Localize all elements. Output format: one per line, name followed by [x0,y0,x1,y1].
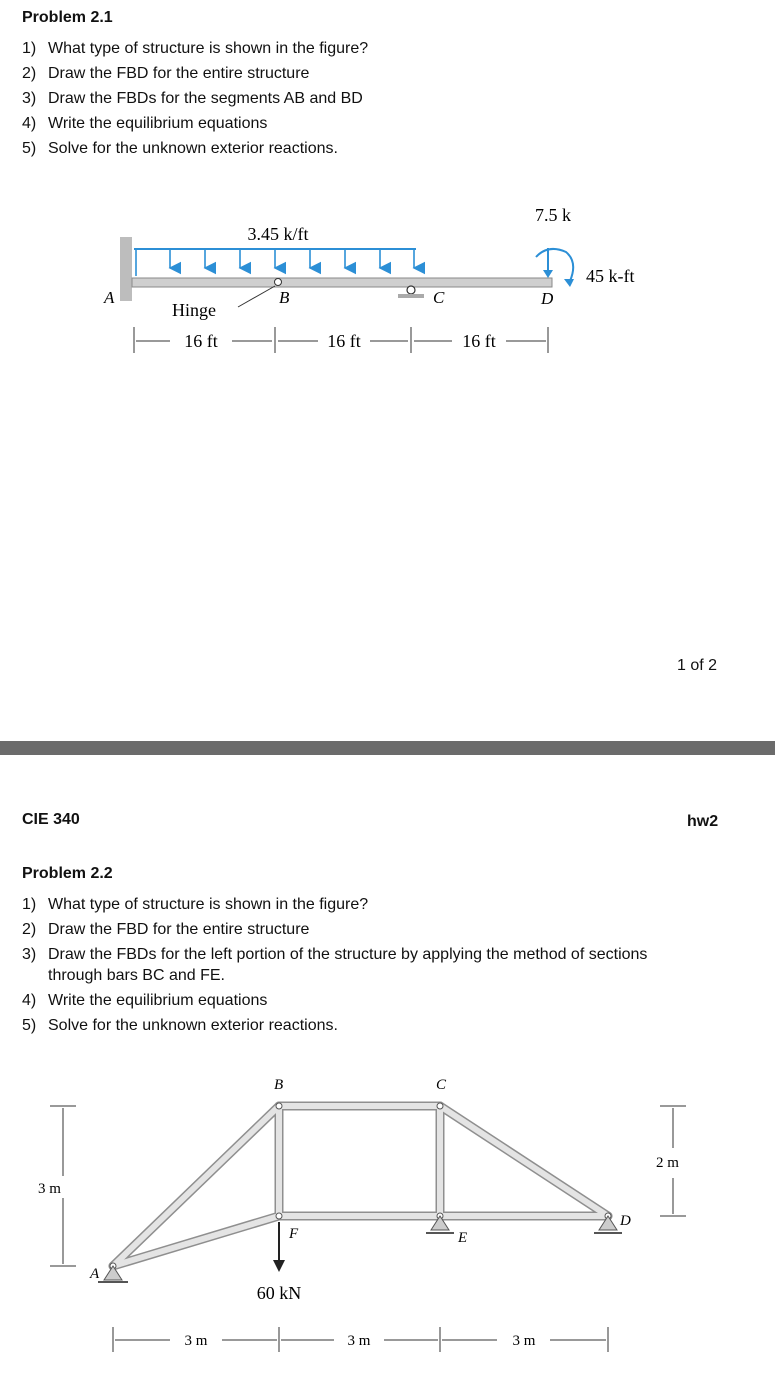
question-list [22,892,762,1038]
label-a: A [104,288,115,307]
course-code: CIE 340 [22,811,80,828]
moment-arrowhead [564,279,574,287]
problem-title: Problem 2.1 [22,9,113,26]
label-b: B [274,1077,284,1093]
question-item: 1) What type of structure is shown in the figure? [22,40,369,57]
question-item: 2) Draw the FBD for the entire structure [22,921,310,938]
question-item: 5) Solve for the unknown exterior reactions. [22,1017,338,1034]
question-list [22,36,368,161]
dimension-label: 3 m [184,1333,208,1349]
moment-arc [536,249,573,281]
roller-c-base [398,294,424,298]
beam [132,278,552,287]
truss-figure [0,1060,775,1390]
moment-label: 45 k-ft [586,266,635,286]
question-item: 4) Write the equilibrium equations [22,115,268,132]
problem-title: Problem 2.2 [22,865,113,882]
dimension-label: 16 ft [327,331,361,351]
load-label: 60 kN [256,1283,302,1303]
load-arrowhead [273,1260,285,1272]
hinge-leader [238,286,275,307]
distributed-load-arrows [136,249,414,276]
label-b: B [279,288,290,307]
distributed-load-label: 3.45 k/ft [247,224,309,244]
point-load-arrowhead [543,270,553,278]
hinge-b [275,279,282,286]
label-a: A [90,1266,100,1282]
dimension-label: 16 ft [184,331,218,351]
assignment-label: hw2 [687,813,719,830]
dimension-label: 3 m [347,1333,371,1349]
fixed-support-a [120,237,132,301]
question-item: 2) Draw the FBD for the entire structure [22,65,310,82]
question-item: 1) What type of structure is shown in the figure? [22,896,369,913]
label-e: E [458,1230,468,1246]
height-label-left: 3 m [38,1181,61,1197]
beam-figure [0,190,775,570]
label-c: C [436,1077,447,1093]
point-load-label: 7.5 k [535,205,571,225]
dimension-label: 16 ft [462,331,496,351]
hinge-label: Hinge [172,300,216,320]
dimension-label: 3 m [512,1333,536,1349]
label-d: D [541,289,554,308]
truss-members [113,1106,608,1266]
label-f: F [289,1226,299,1242]
question-item: 5) Solve for the unknown exterior reactions. [22,140,338,157]
page-divider [0,741,775,755]
question-item: 3) Draw the FBDs for the segments AB and BD [22,90,363,107]
page-number: 1 of 2 [677,657,718,674]
height-label-right: 2 m [656,1155,679,1171]
roller-c [407,286,415,294]
question-item: 4) Write the equilibrium equations [22,992,268,1009]
label-d: D [620,1213,631,1229]
label-c: C [433,288,445,307]
question-item: 3) Draw the FBDs for the left portion of the structure by applying the method of sections through bars BC and FE. [22,946,648,984]
